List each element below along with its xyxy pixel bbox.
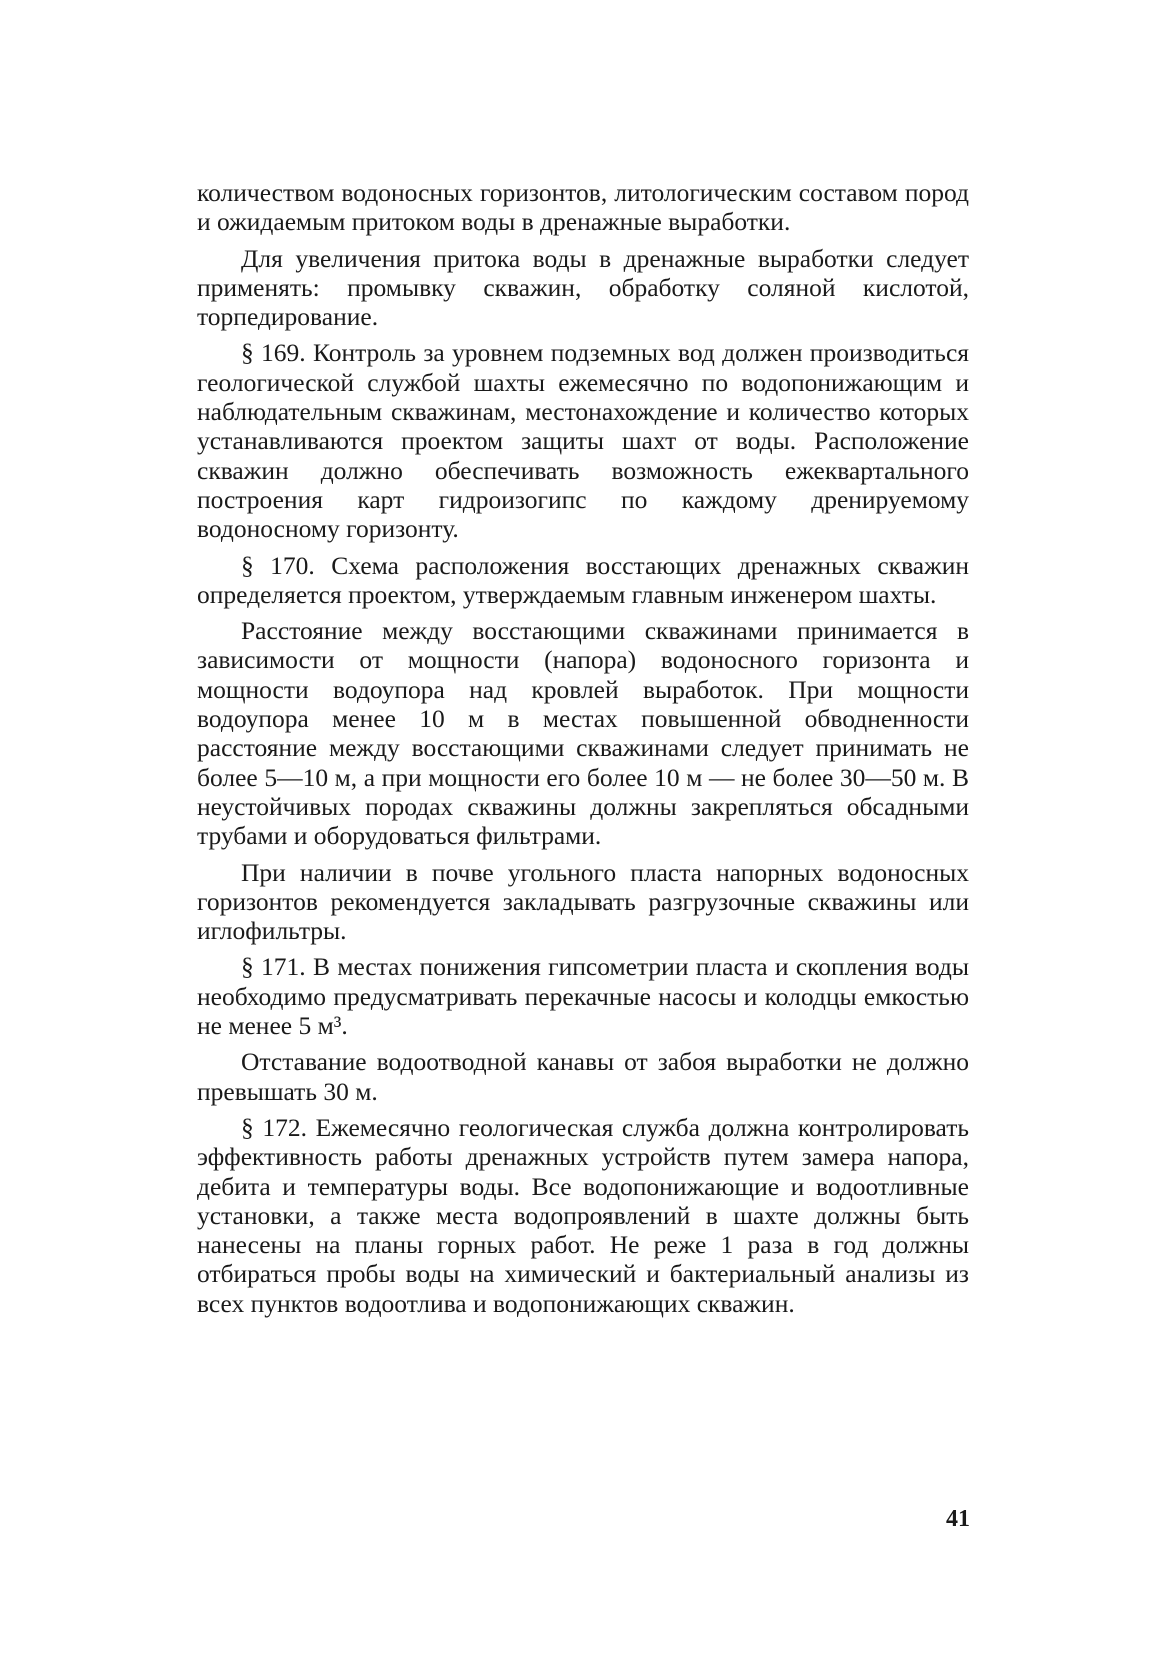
paragraph-well-spacing: Расстояние между восстающими скважинами принимается в зависимости от мощности (напора) водоносного горизонта и мощности водоупора над кровлей выработок. При мощности водоупора менее 10 м в местах повышенной обводненности расстояние между восстающими скважинами следует принимать не более 5—10 м, а при мощности его более 10 м — не более 30—50 м. В неустойчивых породах скважины должны закрепляться обсадными трубами и оборудоваться фильтрами. — [197, 616, 969, 851]
paragraph-section-171: § 171. В местах понижения гипсометрии пласта и скопления воды необходимо предусматривать перекачные насосы и колодцы емкостью не менее 5 м³. — [197, 952, 969, 1041]
body-text — [197, 178, 969, 1325]
paragraph-continuation: количеством водоносных горизонтов, литологическим составом пород и ожидаемым притоком воды в дренажные выработки. — [197, 178, 969, 237]
paragraph-section-172: § 172. Ежемесячно геологическая служба должна контролировать эффективность работы дренажных устройств путем замера напора, дебита и температуры воды. Все водопонижающие и водоотливные установки, а также места водопроявлений в шахте должны быть нанесены на планы горных работ. Не реже 1 раза в год должны отбираться пробы воды на химический и бактериальный анализы из всех пунктов водоотлива и водопонижающих скважин. — [197, 1112, 969, 1318]
paragraph-section-170: § 170. Схема расположения восстающих дренажных скважин определяется проектом, утверждаемым главным инженером шахты. — [197, 550, 969, 609]
paragraph-ditch-lag: Отставание водоотводной канавы от забоя выработки не должно превышать 30 м. — [197, 1047, 969, 1106]
paragraph-relief-wells: При наличии в почве угольного пласта напорных водоносных горизонтов рекомендуется закладывать разгрузочные скважины или иглофильтры. — [197, 857, 969, 946]
paragraph-section-169: § 169. Контроль за уровнем подземных вод должен производиться геологической службой шахты ежемесячно по водопонижающим и наблюдательным скважинам, местонахождение и количество которых устанавливаются проектом защиты шахт от воды. Расположение скважин должно обеспечивать возможность ежеквартального построения карт гидроизогипс по каждому дренируемому водоносному горизонту. — [197, 338, 969, 544]
paragraph-inflow-increase: Для увеличения притока воды в дренажные выработки следует применять: промывку скважин, обработку соляной кислотой, торпедирование. — [197, 243, 969, 332]
page-number: 41 — [946, 1506, 970, 1532]
